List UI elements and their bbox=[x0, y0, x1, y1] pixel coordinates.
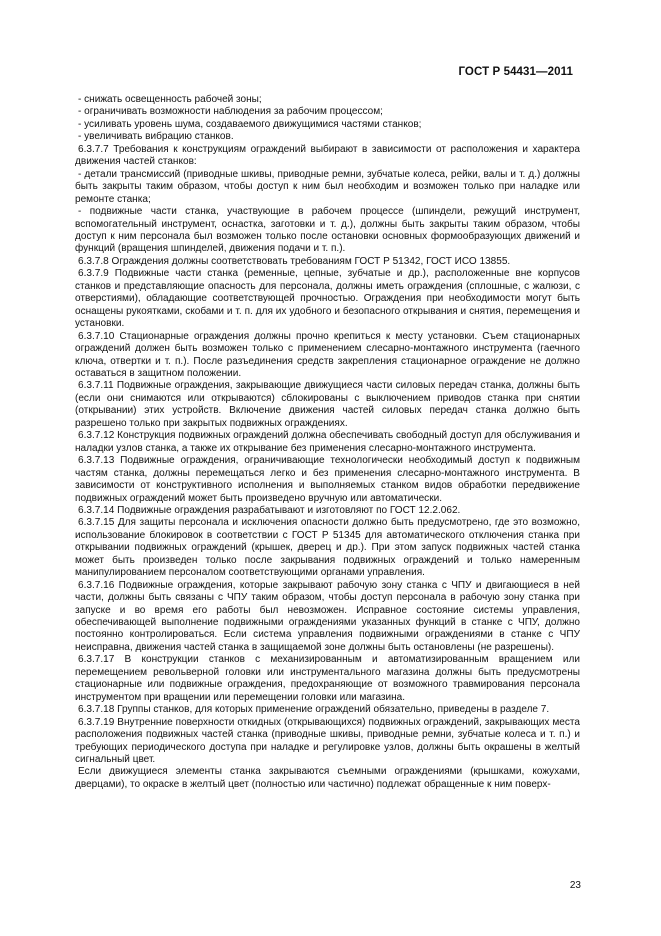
clause-paragraph: 6.3.7.10 Стационарные ограждения должны прочно крепиться к месту установки. Съем стационарных ограждений должен быть возможен только с применением слесарно-монтажного инструмента (гаечного ключа, отвертки и т. п.). После разъединения средств закрепления стационарное ограждение не должно оставаться в защитном положении. bbox=[75, 330, 580, 379]
list-item: - ограничивать возможности наблюдения за рабочим процессом; bbox=[78, 106, 383, 118]
clause-paragraph: 6.3.7.11 Подвижные ограждения, закрывающие движущиеся части силовых передач станка, должны быть (если они снимаются или открываются) сблокированы с выключением приводов станка при снятии (открывании) этих устройств. Включение движения частей силовых передач станка должно быть разрешено только при закрытых подвижных ограждениях. bbox=[75, 380, 580, 429]
list-item: - увеличивать вибрацию станков. bbox=[78, 131, 234, 143]
list-item: - снижать освещенность рабочей зоны; bbox=[78, 94, 262, 105]
clause-paragraph: Если движущиеся элементы станка закрываются съемными ограждениями (крышками, кожухами, дверцами), то окраске в желтый цвет (полностью или частично) подлежат обращенные к ним поверх- bbox=[75, 766, 580, 790]
page-body bbox=[75, 94, 580, 791]
clause-paragraph: 6.3.7.13 Подвижные ограждения, ограничивающие технологически необходимый доступ к подвижным частям станка, должны перемещаться легко и без применения слесарно-монтажного инструмента. В зависимости от конструктивного исполнения и выполняемых станком видов обработки передвижение подвижных ограждений может быть произведено вручную или автоматически. bbox=[75, 455, 580, 504]
page-number: 23 bbox=[569, 880, 581, 891]
clause-paragraph: 6.3.7.9 Подвижные части станка (ременные, цепные, зубчатые и др.), расположенные вне корпусов станков и представляющие опасность для персонала, должны иметь ограждения (сплошные, с жалюзи, с отверстиями), обладающие соответствующей прочностью. Ограждения при необходимости могут быть оснащены рукоятками, скобами и т. п. для их удобного и безопасного открывания и снятия, перемещения и установки. bbox=[75, 268, 580, 330]
clause-paragraph: 6.3.7.16 Подвижные ограждения, которые закрывают рабочую зону станка с ЧПУ и двигающиеся в ней части, должны быть связаны с ЧПУ таким образом, чтобы доступ персонала в рабочую зону станка при запуске и во время его работы был невозможен. Исправное состояние системы управления, обеспечивающей выполнение подвижными ограждениями указанных функций в станке с ЧПУ, должно постоянно контролироваться. Если система управления подвижными ограждениями в станке с ЧПУ неисправна, движения частей станка в защищаемой зоне должны быть остановлены (не разрешены). bbox=[75, 579, 580, 653]
clause-paragraph: 6.3.7.15 Для защиты персонала и исключения опасности должно быть предусмотрено, где это возможно, использование блокировок в соответствии с ГОСТ Р 51345 для автоматического отключения станка при открывании подвижных ограждений (крышек, дверец и др.). При этом запуск подвижных частей станка может быть произведен только после закрывания подвижных ограждений и только намеренным манипулированием персоналом соответствующими органами управления. bbox=[75, 517, 580, 579]
clause-paragraph: 6.3.7.8 Ограждения должны соответствовать требованиям ГОСТ Р 51342, ГОСТ ИСО 13855. bbox=[78, 255, 511, 267]
clause-paragraph: 6.3.7.12 Конструкция подвижных ограждений должна обеспечивать свободный доступ для обслуживания и наладки узлов станка, а также их открывание без применения слесарно-монтажного инструмента. bbox=[75, 430, 580, 454]
list-item: - детали трансмиссий (приводные шкивы, приводные ремни, зубчатые колеса, рейки, валы и т. д.) должны быть закрыты таким образом, чтобы доступ к ним был необходим и возможен только при наладке или ремонте станка; bbox=[75, 168, 580, 205]
list-item: - усиливать уровень шума, создаваемого движущимися частями станков; bbox=[78, 118, 422, 130]
clause-paragraph: 6.3.7.19 Внутренние поверхности откидных (открывающихся) подвижных ограждений, закрывающих места расположения подвижных частей станка (приводные шкивы, приводные ремни, зубчатые колеса и т. п.) и требующих периодического доступа при наладке и регулировке узлов, должны быть окрашены в желтый сигнальный цвет. bbox=[75, 716, 580, 766]
list-item: - подвижные части станка, участвующие в рабочем процессе (шпиндели, режущий инструмент, вспомогательный инструмент, оснастка, заготовки и т. д.), должны быть закрыты таким образом, чтобы доступ к ним персонала был возможен только после остановки основных формообразующих движений и функций (вращения шпинделей, движения подачи и т. п.). bbox=[75, 206, 580, 255]
clause-paragraph: 6.3.7.17 В конструкции станков с механизированным и автоматизированным вращением или перемещением револьверной головки или инструментального магазина должны быть предусмотрены стационарные или подвижные ограждения, предохраняющие от возможного травмирования персонала инструментом при вращении или перемещении головки или магазина. bbox=[75, 654, 580, 703]
clause-paragraph: 6.3.7.18 Группы станков, для которых применение ограждений обязательно, приведены в разделе 7. bbox=[78, 704, 550, 716]
document-header: ГОСТ Р 54431—2011 bbox=[458, 66, 573, 78]
clause-paragraph: 6.3.7.7 Требования к конструкциям ограждений выбирают в зависимости от расположения и характера движения частей станков: bbox=[75, 143, 580, 168]
clause-paragraph: 6.3.7.14 Подвижные ограждения разрабатывают и изготовляют по ГОСТ 12.2.062. bbox=[78, 504, 461, 516]
